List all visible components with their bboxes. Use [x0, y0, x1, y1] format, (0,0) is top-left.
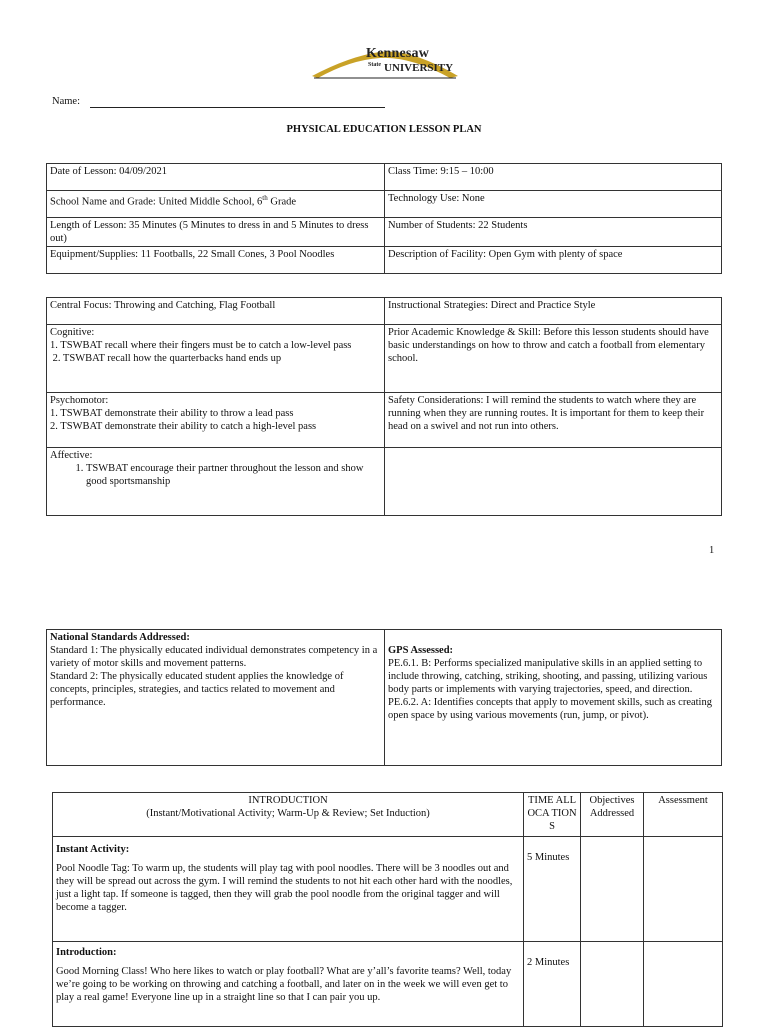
equipment-supplies: Equipment/Supplies: 11 Footballs, 22 Small Cones, 3 Pool Noodles	[47, 247, 385, 274]
instant-activity-label: Instant Activity:	[56, 844, 130, 855]
national-standards-label: National Standards Addressed:	[50, 632, 190, 643]
introduction-label: Introduction:	[56, 947, 117, 958]
cognitive-label: Cognitive:	[50, 327, 95, 338]
introduction-time: 2 Minutes	[524, 942, 581, 1027]
facility-description: Description of Facility: Open Gym with plenty of space	[385, 247, 722, 274]
introduction-section	[53, 942, 524, 1027]
name-label: Name:	[52, 96, 80, 107]
standard-2: Standard 2: The physically educated student applies the knowledge of concepts, principles, strategies, and tactics related to movement and performance.	[50, 671, 344, 708]
instructional-strategies: Instructional Strategies: Direct and Practice Style	[385, 298, 722, 325]
gps-assessed	[385, 630, 722, 766]
psychomotor-label: Psychomotor:	[50, 395, 109, 406]
gps-standard-1: PE.6.1. B: Performs specialized manipulative skills in an applied setting to include throwing, catching, striking, shooting, and passing, utilizing various body parts or implements with varying trajectories, speed, and direction.	[388, 658, 708, 695]
psychomotor-objectives	[47, 393, 385, 448]
empty-cell	[385, 448, 722, 516]
introduction-title: INTRODUCTION	[248, 795, 328, 806]
introduction-assessment	[644, 942, 723, 1027]
page-number: 1	[709, 545, 715, 556]
objectives-header: Objectives Addressed	[581, 793, 644, 837]
logo-line2b: UNIVERSITY	[384, 62, 454, 74]
assessment-header: Assessment	[644, 793, 723, 837]
introduction-header	[53, 793, 524, 837]
cognitive-objective-2: 2. TSWBAT recall how the quarterbacks hand ends up	[50, 353, 282, 364]
name-field[interactable]	[90, 107, 385, 108]
class-time: Class Time: 9:15 – 10:00	[385, 164, 722, 191]
introduction-table	[52, 792, 723, 1027]
central-focus: Central Focus: Throwing and Catching, Flag Football	[47, 298, 385, 325]
introduction-subtitle: (Instant/Motivational Activity; Warm-Up & Review; Set Induction)	[146, 808, 430, 819]
gps-standard-2: PE.6.2. A: Identifies concepts that apply to movement skills, such as creating open space by using various movements (run, jump, or pivot).	[388, 697, 712, 721]
date-of-lesson: Date of Lesson: 04/09/2021	[47, 164, 385, 191]
page-title: PHYSICAL EDUCATION LESSON PLAN	[286, 124, 482, 135]
national-standards	[47, 630, 385, 766]
instant-activity	[53, 837, 524, 942]
affective-label: Affective:	[50, 450, 93, 461]
prior-knowledge: Prior Academic Knowledge & Skill: Before this lesson students should have basic understandings on how to throw and catch a football from elementary school.	[385, 325, 722, 393]
technology-use: Technology Use: None	[385, 191, 722, 218]
standards-table	[46, 629, 722, 766]
logo-line1: Kennesaw	[366, 46, 430, 61]
cognitive-objective-1: 1. TSWBAT recall where their fingers must be to catch a low-level pass	[50, 340, 352, 351]
standard-1: Standard 1: The physically educated individual demonstrates competency in a variety of motor skills and movement patterns.	[50, 645, 378, 669]
instant-activity-text: Pool Noodle Tag: To warm up, the students will play tag with pool noodles. There will be 3 noodles out and they will be spread out across the gym. I will remind the students to not hit each other hard with the noodles, just a light tap. If someone is tagged, then they will grab the pool noodle from the original tagger and will become a tagger.	[56, 863, 513, 913]
university-logo	[310, 42, 460, 86]
introduction-text: Good Morning Class! Who here likes to watch or play football? What are y’all’s favorite teams? Well, today we’re going to be working on throwing and catching a football, and later on in the week we will even get to play a real game! Everyone line up in a straight line so that I can pair you up.	[56, 966, 512, 1003]
logo-line2a: State	[368, 62, 381, 68]
psychomotor-objective-1: 1. TSWBAT demonstrate their ability to throw a lead pass	[50, 408, 294, 419]
cognitive-objectives	[47, 325, 385, 393]
psychomotor-objective-2: 2. TSWBAT demonstrate their ability to catch a high-level pass	[50, 421, 317, 432]
school-and-grade: School Name and Grade: United Middle School, 6th Grade	[47, 191, 385, 218]
affective-objectives	[47, 448, 385, 516]
focus-objectives-table	[46, 297, 722, 516]
gps-label: GPS Assessed:	[388, 645, 454, 656]
length-of-lesson: Length of Lesson: 35 Minutes (5 Minutes to dress in and 5 Minutes to dress out)	[47, 218, 385, 247]
lesson-info-table	[46, 163, 722, 274]
time-allocations-header: TIME ALLOCA TIONS	[524, 793, 581, 837]
safety-considerations: Safety Considerations: I will remind the students to watch where they are running when they are running routes. It is important for them to keep their head on a swivel and not run into others.	[385, 393, 722, 448]
affective-objective-1: 1. TSWBAT encourage their partner throughout the lesson and show good sportsmanship	[86, 462, 381, 488]
number-of-students: Number of Students: 22 Students	[385, 218, 722, 247]
introduction-objectives	[581, 942, 644, 1027]
instant-activity-objectives	[581, 837, 644, 942]
instant-activity-assessment	[644, 837, 723, 942]
instant-activity-time: 5 Minutes	[524, 837, 581, 942]
